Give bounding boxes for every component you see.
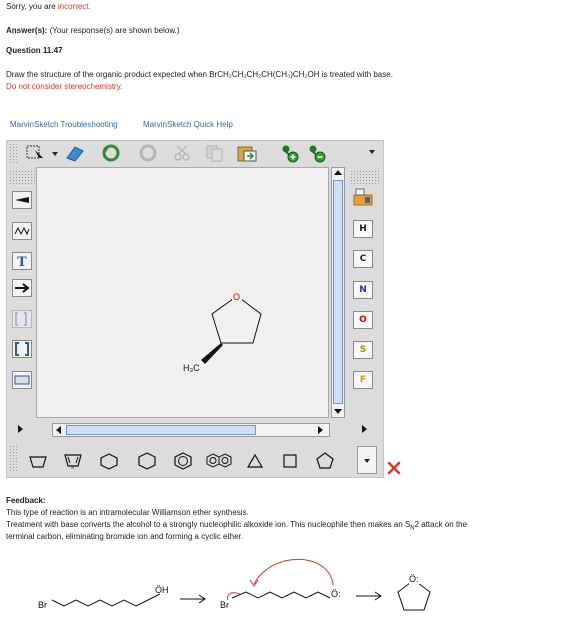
feedback-line-3: terminal carbon, eliminating bromide ion and forming a cyclic ether. <box>6 532 244 541</box>
hexagon-icon <box>137 452 157 470</box>
text-button[interactable] <box>12 252 32 270</box>
bracket-button[interactable] <box>12 340 32 358</box>
scroll-left-icon[interactable] <box>56 426 61 434</box>
vertical-scroll-thumb[interactable] <box>333 180 343 404</box>
paste-button[interactable] <box>236 143 258 163</box>
select-lasso-button[interactable] <box>24 143 46 163</box>
single-bond-icon <box>14 195 30 205</box>
cyclohexane-icon <box>99 452 119 470</box>
cyclopropane-icon <box>245 453 265 469</box>
vertical-scrollbar[interactable] <box>331 167 345 418</box>
bracket-icon <box>14 342 30 356</box>
eraser-button[interactable] <box>63 143 85 163</box>
methyl-label: H₃C <box>183 363 200 373</box>
nucleophilic-attack-arrow <box>254 559 333 585</box>
rgroup-icon <box>14 312 30 326</box>
chain-button[interactable] <box>12 222 32 240</box>
cyclobutane-icon <box>280 453 300 469</box>
ring-dropdown-button[interactable] <box>357 446 377 474</box>
zoom-out-icon <box>307 143 329 163</box>
product-ring <box>398 580 430 610</box>
bromine-label-2: Br <box>220 600 229 610</box>
select-lasso-icon <box>25 144 45 162</box>
answers-note: (Your response(s) are shown below.) <box>47 26 180 35</box>
right-scroll-button[interactable] <box>358 423 372 435</box>
naphthalene-button[interactable] <box>205 452 235 470</box>
undo-icon <box>100 144 122 162</box>
chevron-down-icon <box>369 150 375 154</box>
starting-chain <box>52 594 160 606</box>
cut-icon <box>172 144 194 162</box>
quick-help-link[interactable]: MarvinSketch Quick Help <box>143 120 233 129</box>
scroll-down-icon[interactable] <box>334 409 342 414</box>
alkoxide-label: Ö: <box>331 589 341 599</box>
wedge-bond <box>201 343 223 364</box>
cyclopentane-icon <box>28 453 48 469</box>
molecule-drawing <box>37 168 328 417</box>
intermediate-chain <box>232 592 330 598</box>
question-title: Question 11.47 <box>6 46 63 55</box>
chain-icon <box>14 226 30 236</box>
cyclopropane-button[interactable] <box>244 452 266 470</box>
element-c-button[interactable]: C <box>353 250 373 268</box>
cyclobutane-button[interactable] <box>279 452 301 470</box>
cyclopentane-button[interactable] <box>27 452 49 470</box>
hexagon-button[interactable] <box>136 452 158 470</box>
reaction-arrow-2 <box>356 592 381 600</box>
element-s-button[interactable]: S <box>353 341 373 359</box>
scroll-up-icon[interactable] <box>334 170 342 175</box>
right-grip <box>350 170 380 184</box>
tetrahydrofuran-ring <box>212 296 261 343</box>
pyrrole-button[interactable] <box>62 452 84 470</box>
benzene-icon <box>173 452 193 470</box>
zoom-in-button[interactable] <box>280 143 302 163</box>
svg-text:T: T <box>17 255 27 268</box>
select-dropdown[interactable] <box>52 152 58 156</box>
benzene-button[interactable] <box>172 452 194 470</box>
chevron-right-icon <box>18 425 23 433</box>
single-bond-button[interactable] <box>12 191 32 209</box>
scroll-right-icon[interactable] <box>318 426 323 434</box>
feedback-line-1: This type of reaction is an intramolecular Williamson ether synthesis. <box>6 508 249 517</box>
cut-button[interactable] <box>172 143 194 163</box>
leaving-group-arrow <box>228 593 241 600</box>
answers-line <box>6 26 180 35</box>
cyclopentene-icon <box>315 452 335 470</box>
troubleshooting-link[interactable]: MarvinSketch Troubleshooting <box>10 120 118 129</box>
naphthalene-icon <box>206 452 234 470</box>
text-icon <box>14 254 30 268</box>
element-f-button[interactable]: F <box>353 371 373 389</box>
feedback-title: Feedback: <box>6 496 46 505</box>
ring-toolbar-grip <box>9 445 19 473</box>
chevron-down-icon <box>364 459 370 463</box>
product-oxygen-label: Ö: <box>409 574 419 584</box>
left-scroll-button[interactable] <box>10 423 36 435</box>
feedback-subscript: N <box>410 525 415 532</box>
mechanism-scheme <box>0 550 565 625</box>
oxygen-atom-label: O <box>233 292 241 302</box>
sorry-text: Sorry, you are <box>6 2 58 11</box>
zoom-out-button[interactable] <box>307 143 329 163</box>
pyrrole-icon <box>63 452 83 470</box>
question-prompt: Draw the structure of the organic product expected when BrCH₂CH₂CH₂CH(CH₃)CH₂OH is treated with base. <box>6 70 393 79</box>
rectangle-icon <box>14 374 30 386</box>
eraser-icon <box>63 144 85 162</box>
copy-button[interactable] <box>204 143 226 163</box>
toolbar-grip <box>9 143 19 163</box>
reaction-arrow-1 <box>180 595 205 603</box>
feedback-line-2b: 2 attack on the <box>414 520 468 529</box>
horizontal-scrollbar[interactable] <box>52 423 330 437</box>
element-h-button[interactable]: H <box>353 220 373 238</box>
element-n-button[interactable]: N <box>353 281 373 299</box>
periodic-table-button[interactable] <box>353 188 373 206</box>
redo-icon <box>137 144 159 162</box>
rgroup-button[interactable] <box>12 310 32 328</box>
chevron-right-icon <box>362 425 367 433</box>
redo-button[interactable] <box>137 143 159 163</box>
stereo-note: Do not consider stereochemistry. <box>6 82 123 91</box>
drawing-canvas[interactable] <box>36 167 329 418</box>
undo-button[interactable] <box>100 143 122 163</box>
copy-icon <box>204 144 226 162</box>
zoom-in-icon <box>280 143 302 163</box>
hydroxyl-label: ÖH <box>155 585 169 595</box>
periodic-table-icon <box>353 187 373 207</box>
cyclopentene-button[interactable] <box>314 452 336 470</box>
reaction-arrow-icon <box>14 283 30 293</box>
rectangle-button[interactable] <box>12 371 32 389</box>
paste-icon <box>236 144 258 162</box>
incorrect-x-icon <box>387 461 401 475</box>
cyclohexane-button[interactable] <box>98 452 120 470</box>
answers-label: Answer(s): <box>6 26 48 35</box>
reaction-arrow-button[interactable] <box>12 279 32 297</box>
svg-text:N: N <box>70 465 75 470</box>
toolbar-overflow-button[interactable] <box>364 143 380 161</box>
left-grip <box>9 170 35 184</box>
feedback-line-2a: Treatment with base converts the alcohol to a strongly nucleophilic alkoxide ion. This nucleophile then makes an S <box>6 520 411 529</box>
horizontal-scroll-thumb[interactable] <box>66 425 256 435</box>
element-o-button[interactable]: O <box>353 311 373 329</box>
bromine-label-1: Br <box>38 600 47 610</box>
feedback-line-2 <box>6 520 467 532</box>
result-message <box>6 2 91 11</box>
incorrect-text: incorrect. <box>57 2 91 11</box>
